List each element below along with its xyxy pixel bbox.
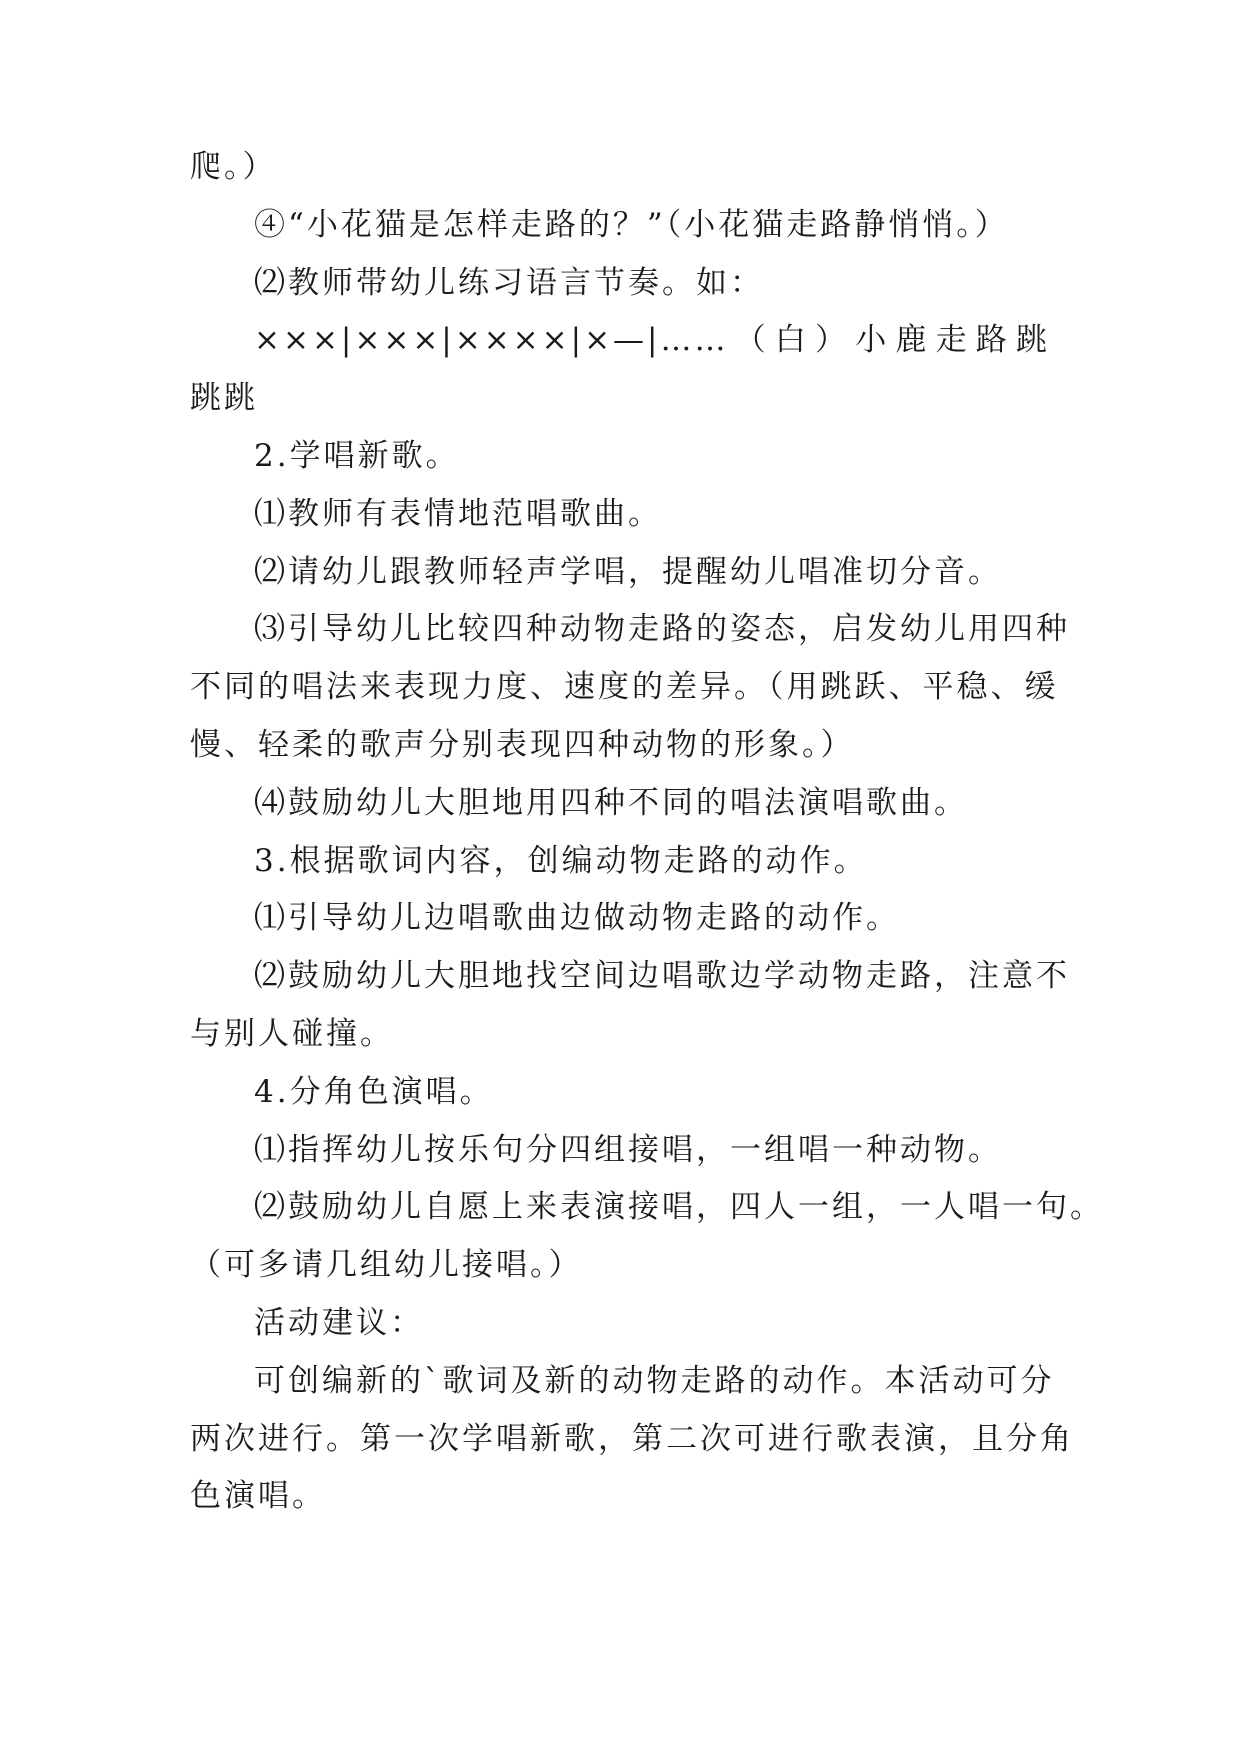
section-heading: 2.学唱新歌。 xyxy=(254,438,460,474)
text-line: 两次进行。第一次学唱新歌，第二次可进行歌表演，且分角 xyxy=(190,1421,1074,1457)
text-line: ⑴指挥幼儿按乐句分四组接唱，一组唱一种动物。 xyxy=(254,1132,1002,1168)
text-line: 色演唱。 xyxy=(190,1478,326,1514)
text-line: 可创编新的`歌词及新的动物走路的动作。本活动可分 xyxy=(254,1363,1055,1399)
text-line: ⑵鼓励幼儿大胆地找空间边唱歌边学动物走路，注意不 xyxy=(254,958,1070,994)
text-line: 慢、轻柔的歌声分别表现四种动物的形象。） xyxy=(190,727,855,763)
text-line: ⑴引导幼儿边唱歌曲边做动物走路的动作。 xyxy=(254,900,900,936)
section-heading: 活动建议： xyxy=(254,1305,424,1341)
section-heading: 4.分角色演唱。 xyxy=(254,1074,494,1110)
text-line: 跳跳 xyxy=(190,380,258,416)
text-line: （可多请几组幼儿接唱。） xyxy=(190,1247,583,1283)
text-line: ⑷鼓励幼儿大胆地用四种不同的唱法演唱歌曲。 xyxy=(254,785,968,821)
text-line: ⑵教师带幼儿练习语言节奏。如： xyxy=(254,265,764,301)
text-line: 与别人碰撞。 xyxy=(190,1016,394,1052)
text-line: ×××|×××|××××|×—|……（白）小鹿走路跳 xyxy=(254,322,1050,358)
text-line: ⑶引导幼儿比较四种动物走路的姿态，启发幼儿用四种 xyxy=(254,611,1070,647)
text-line: 爬。） xyxy=(190,149,277,185)
text-line: ⑴教师有表情地范唱歌曲。 xyxy=(254,496,662,532)
text-line: ⑵请幼儿跟教师轻声学唱，提醒幼儿唱准切分音。 xyxy=(254,554,1002,590)
text-line: ⑵鼓励幼儿自愿上来表演接唱，四人一组，一人唱一句。 xyxy=(254,1189,1104,1225)
section-heading: 3.根据歌词内容，创编动物走路的动作。 xyxy=(254,843,868,879)
text-line: 不同的唱法来表现力度、速度的差异。（用跳跃、平稳、缓 xyxy=(190,669,1059,705)
text-line: ④“小花猫是怎样走路的？”（小花猫走路静悄悄。） xyxy=(254,207,1009,243)
